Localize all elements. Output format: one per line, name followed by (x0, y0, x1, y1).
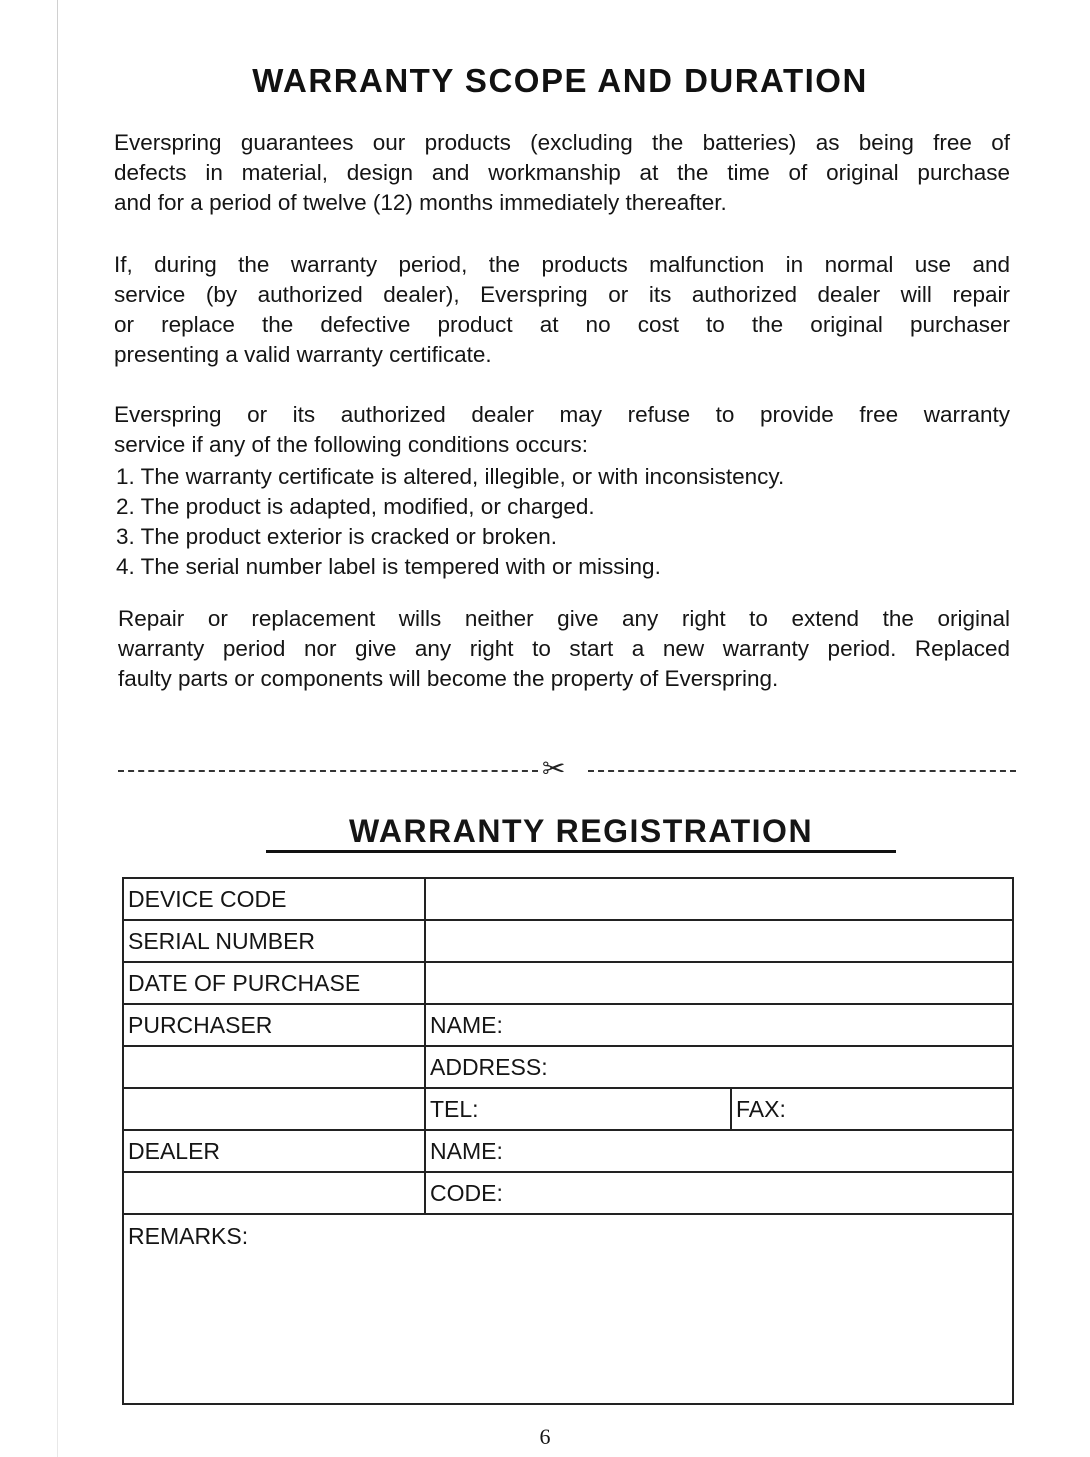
dealer-label: DEALER (123, 1130, 425, 1172)
registration-table (122, 877, 1014, 1405)
table-row (123, 962, 1013, 1004)
table-row (123, 1130, 1013, 1172)
dashed-line-left (118, 770, 538, 772)
list-item: 3. The product exterior is cracked or broken. (116, 524, 558, 549)
table-row (123, 920, 1013, 962)
scissors-icon: ✂ (542, 753, 566, 784)
text-line: and for a period of twelve (12) months immediately thereafter. (114, 190, 727, 215)
date-of-purchase-field[interactable] (425, 962, 1013, 1004)
text-line: If, during the warranty period, the products malfunction in normal use and (114, 252, 1010, 277)
purchaser-label: PURCHASER (123, 1004, 425, 1046)
text-line: Everspring guarantees our products (excluding the batteries) as being free of (114, 130, 1010, 155)
cut-line (118, 753, 1016, 784)
table-row (123, 878, 1013, 920)
scope-paragraph-3 (114, 400, 1010, 460)
dealer-name-field[interactable]: NAME: (425, 1130, 1013, 1172)
purchaser-tel-field[interactable]: TEL: (425, 1088, 731, 1130)
empty-cell (123, 1046, 425, 1088)
empty-cell (123, 1172, 425, 1214)
text-line: service if any of the following conditions occurs: (114, 432, 588, 457)
table-row (123, 1046, 1013, 1088)
text-line: or replace the defective product at no cost to the original purchaser (114, 312, 1010, 337)
empty-cell (123, 1088, 425, 1130)
serial-number-label: SERIAL NUMBER (123, 920, 425, 962)
table-row (123, 1088, 1013, 1130)
date-of-purchase-label: DATE OF PURCHASE (123, 962, 425, 1004)
purchaser-name-field[interactable]: NAME: (425, 1004, 1013, 1046)
scope-paragraph-1 (114, 128, 1010, 218)
device-code-field[interactable] (425, 878, 1013, 920)
scope-paragraph-2 (114, 250, 1010, 370)
conditions-list (116, 462, 996, 582)
text-line: Everspring or its authorized dealer may refuse to provide free warranty (114, 402, 1010, 427)
remarks-field[interactable]: REMARKS: (123, 1214, 1013, 1404)
list-item: 2. The product is adapted, modified, or charged. (116, 494, 595, 519)
page-number: 6 (539, 1424, 551, 1449)
scope-paragraph-4 (118, 604, 1010, 694)
table-row (123, 1172, 1013, 1214)
table-row (123, 1214, 1013, 1404)
purchaser-address-field[interactable]: ADDRESS: (425, 1046, 1013, 1088)
text-line: defects in material, design and workmanship at the time of original purchase (114, 160, 1010, 185)
dashed-line-right (588, 770, 1016, 772)
list-item: 4. The serial number label is tempered with or missing. (116, 554, 661, 579)
text-line: faulty parts or components will become the property of Everspring. (118, 666, 779, 691)
text-line: warranty period nor give any right to start a new warranty period. Replaced (118, 636, 1010, 661)
dealer-code-field[interactable]: CODE: (425, 1172, 1013, 1214)
scope-title: WARRANTY SCOPE AND DURATION (252, 62, 868, 99)
registration-title: WARRANTY REGISTRATION (266, 812, 896, 853)
text-line: service (by authorized dealer), Everspring or its authorized dealer will repair (114, 282, 1010, 307)
table-row (123, 1004, 1013, 1046)
list-item: 1. The warranty certificate is altered, illegible, or with inconsistency. (116, 464, 785, 489)
text-line: presenting a valid warranty certificate. (114, 342, 492, 367)
serial-number-field[interactable] (425, 920, 1013, 962)
purchaser-fax-field[interactable]: FAX: (731, 1088, 1013, 1130)
device-code-label: DEVICE CODE (123, 878, 425, 920)
text-line: Repair or replacement wills neither give any right to extend the original (118, 606, 1010, 631)
